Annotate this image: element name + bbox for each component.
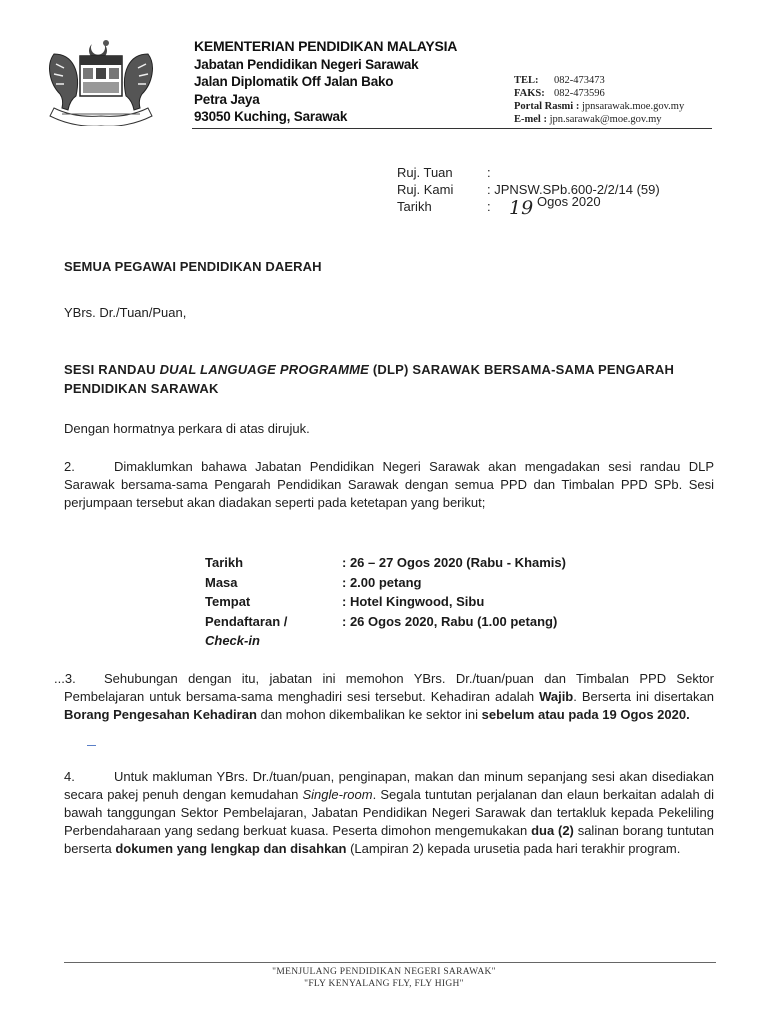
ruj-tuan-label: Ruj. Tuan [397,165,453,180]
paragraph-2 [64,458,714,512]
detail-pendaftaran-label: Pendaftaran / [205,613,288,629]
coat-of-arms-icon [40,34,162,126]
opening-line: Dengan hormatnya perkara di atas dirujuk. [64,421,310,436]
street-address: Jalan Diplomatik Off Jalan Bako [194,74,394,89]
postcode-city: 93050 Kuching, Sarawak [194,109,348,124]
faks-value: 082-473596 [554,88,605,99]
paragraph-4 [64,768,714,858]
ministry-name: KEMENTERIAN PENDIDIKAN MALAYSIA [194,38,458,54]
subject-part2: (DLP) SARAWAK BERSAMA-SAMA PENGARAH PENDIDIKAN SARAWAK [64,362,675,396]
handwritten-day: 19 [509,197,534,219]
footer-motto-2: "FLY KENYALANG FLY, FLY HIGH" [304,979,464,989]
paragraph-number: 2. [64,459,75,474]
emphasis-wajib: Wajib [539,689,574,704]
pen-mark [87,745,96,746]
emphasis-copies: dua (2) [531,823,574,838]
footer-divider [64,962,716,963]
subject-italic: DUAL LANGUAGE PROGRAMME [159,362,370,377]
letterhead-divider [192,128,712,129]
detail-pendaftaran-value: : 26 Ogos 2020, Rabu (1.00 petang) [342,613,558,629]
detail-tempat-label: Tempat [205,594,251,609]
paragraph-text: Dimaklumkan bahawa Jabatan Pendidikan Negeri Sarawak akan mengadakan sesi randau DLP Sarawak bersama-sama Pengarah Pendidikan Sarawak dengan semua PPD dan Timbalan PPD SPb. Sesi perjumpaan tersebut akan diadakan seperti pada ketetapan yang berikut; [64,459,714,510]
paragraph-text: . Berserta ini disertakan [573,689,714,704]
subject-part1: SESI RANDAU [64,362,160,377]
emphasis-form-name: Borang Pengesahan Kehadiran [64,707,257,722]
email-value: jpn.sarawak@moe.gov.my [549,114,662,125]
paragraph-text: salinan borang tuntutan berserta [64,823,714,856]
paragraph-text: . Segala tuntutan perjalanan dan elaun berkaitan adalah di bawah tanggungan Sektor Pembelajaran, Jabatan Pendidikan Negeri Sarawak dan tertakluk kepada Pekeliling Perbendaharaan yang sedang berkuat kuasa. Peserta dimohon mengemukakan [64,787,714,838]
detail-masa-value: : 2.00 petang [342,574,422,590]
email-label: E-mel : [514,114,547,125]
area-address: Petra Jaya [194,91,260,107]
paragraph-number: 4. [64,769,75,784]
paragraph-text: (Lampiran 2) kepada urusetia pada hari terakhir program. [346,841,681,856]
footer-motto-1: "MENJULANG PENDIDIKAN NEGERI SARAWAK" [272,967,496,977]
subject-line [64,360,714,398]
portal-label: Portal Rasmi : [514,101,580,112]
emphasis-single-room: Single-room [302,787,373,802]
detail-tarikh-label: Tarikh [205,555,244,570]
emphasis-deadline: sebelum atau pada 19 Ogos 2020. [481,707,690,722]
paragraph-3 [54,670,714,724]
event-details [205,553,566,651]
tel-value: 082-473473 [554,75,605,86]
reference-block [397,164,660,219]
paragraph-number: ...3. [54,671,76,686]
addressee: SEMUA PEGAWAI PENDIDIKAN DAERAH [64,259,322,274]
greeting: YBrs. Dr./Tuan/Puan, [64,305,187,320]
contact-block [514,74,684,126]
tarikh-colon: : [487,199,491,214]
emphasis-documents: dokumen yang lengkap dan disahkan [115,841,347,856]
detail-masa-label: Masa [205,574,238,590]
paragraph-text: Untuk makluman YBrs. Dr./tuan/puan, penginapan, makan dan minum sepanjang sesi akan disediakan secara pakej penuh dengan kemudahan [64,769,714,802]
faks-label: FAKS: [514,88,545,99]
detail-checkin-label: Check-in [205,633,260,648]
paragraph-text: Sehubungan dengan itu, jabatan ini memohon YBrs. Dr./tuan/puan dan Timbalan PPD Sektor Pembelajaran untuk bersama-sama menghadiri sesi tersebut. Kehadiran adalah [64,671,714,704]
paragraph-text: dan mohon dikembalikan ke sektor ini [256,707,482,722]
tarikh-value: Ogos 2020 [537,194,601,209]
tel-label: TEL: [514,75,539,86]
detail-tempat-value: : Hotel Kingwood, Sibu [342,594,485,609]
detail-tarikh-value: : 26 – 27 Ogos 2020 (Rabu - Khamis) [342,555,566,570]
organization-address [194,38,457,126]
tarikh-label: Tarikh [397,199,432,214]
portal-value: jpnsarawak.moe.gov.my [581,101,685,112]
department-name: Jabatan Pendidikan Negeri Sarawak [194,56,419,72]
ruj-kami-value: : JPNSW.SPb.600-2/2/14 (59) [487,182,660,197]
ruj-tuan-value: : [487,165,491,180]
ruj-kami-label: Ruj. Kami [397,182,454,197]
